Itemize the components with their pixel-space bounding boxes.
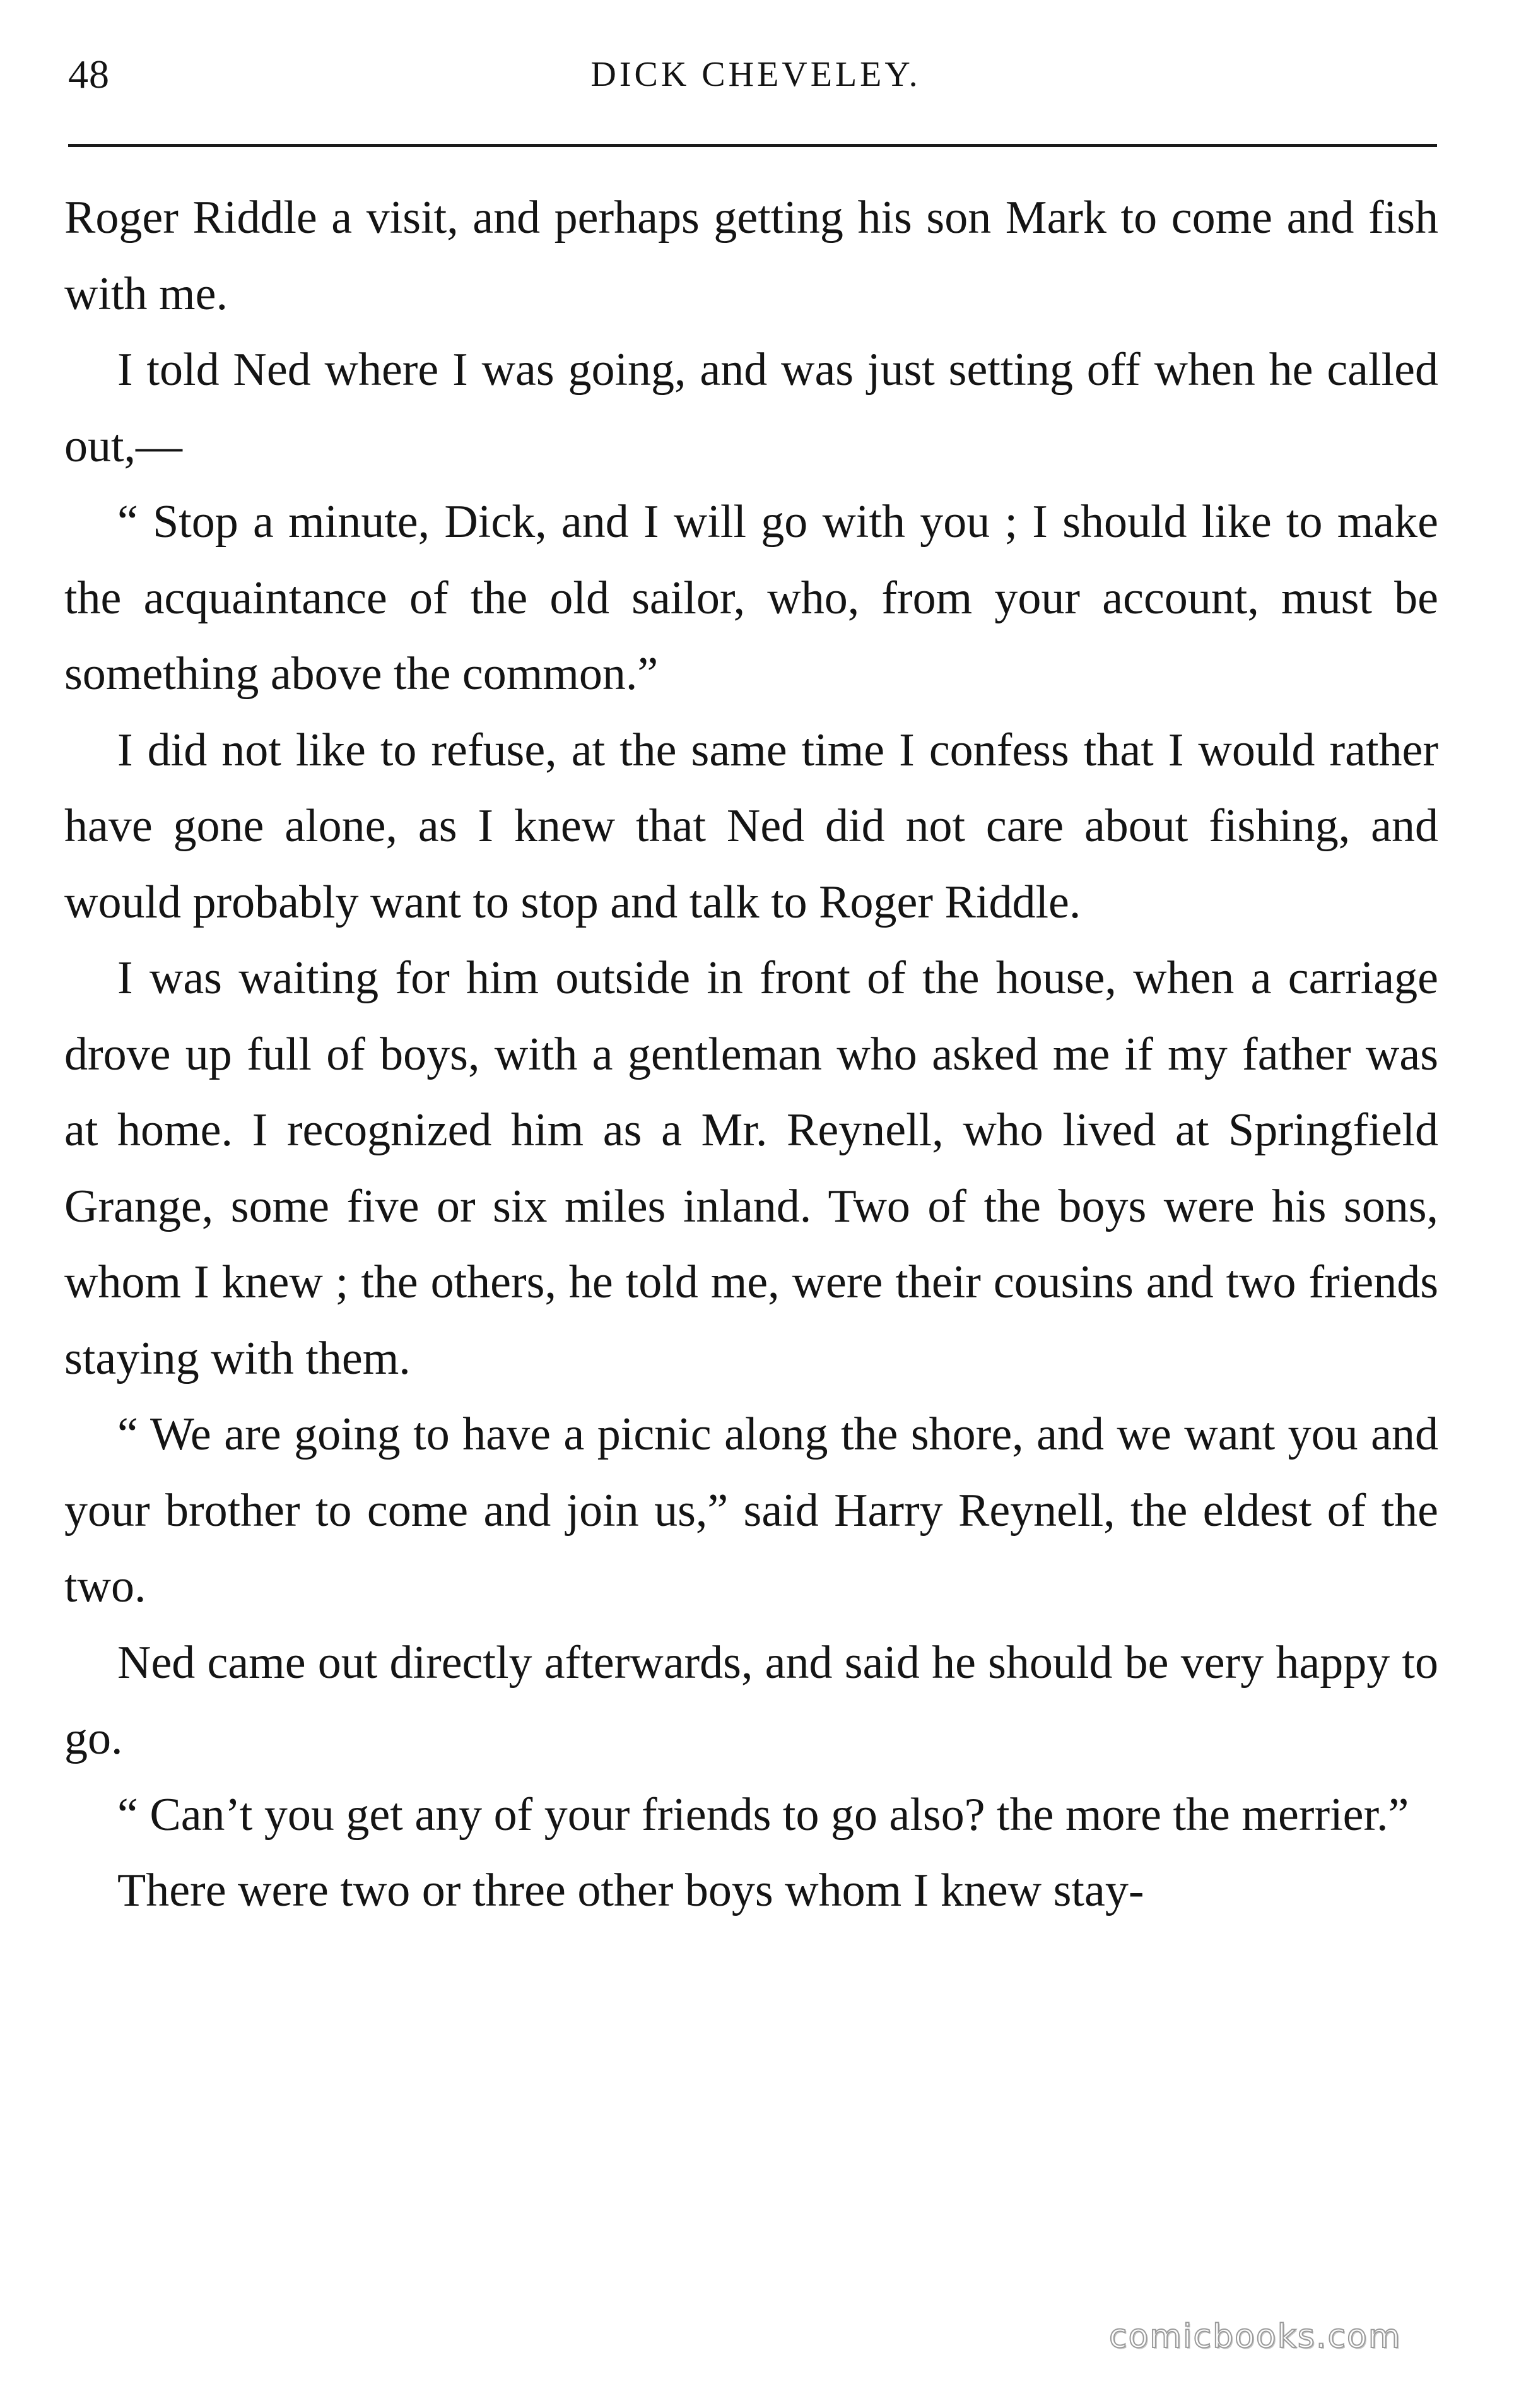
paragraph: “ Stop a minute, Dick, and I will go with you ; I should like to make the acquaintance of the old sailor, who, from your account, must be something above the common.”: [64, 496, 1438, 700]
paragraph: “ We are going to have a picnic along the shore, and we want you and your brother to come and join us,” said Harry Reynell, the eldest of the two.: [64, 1408, 1438, 1612]
page-number: 48: [68, 52, 110, 97]
paragraph: I was waiting for him outside in front of the house, when a carriage drove up full of boys, with a gentleman who asked me if my father was at home. I recognized him as a Mr. Reynell, who lived at Springfield Grange, some five or six miles inland. Two of the boys were his sons, whom I knew ; the others, he told me, were their cousins and two friends staying with them.: [64, 952, 1438, 1384]
paragraph: I did not like to refuse, at the same time I confess that I would rather have gone alone, as I knew that Ned did not care about fishing, and would probably want to stop and talk to Roger Riddle.: [64, 724, 1438, 928]
page-header: [68, 49, 1443, 100]
paragraph-last: There were two or three other boys whom I knew stay-: [117, 1865, 1144, 1916]
paragraph: I told Ned where I was going, and was just setting off when he called out,—: [64, 344, 1438, 472]
running-title: DICK CHEVELEY.: [590, 55, 921, 94]
paragraph-continued: Roger Riddle a visit, and perhaps getting his son Mark to come and fish with me.: [64, 192, 1438, 320]
watermark: comicbooks.com: [1109, 2318, 1402, 2356]
paragraph: “ Can’t you get any of your friends to go also? the more the merrier.”: [117, 1788, 1409, 1841]
header-rule: [68, 144, 1437, 147]
paragraph: Ned came out directly afterwards, and said he should be very happy to go.: [64, 1636, 1438, 1764]
body-text: [64, 180, 1438, 1929]
